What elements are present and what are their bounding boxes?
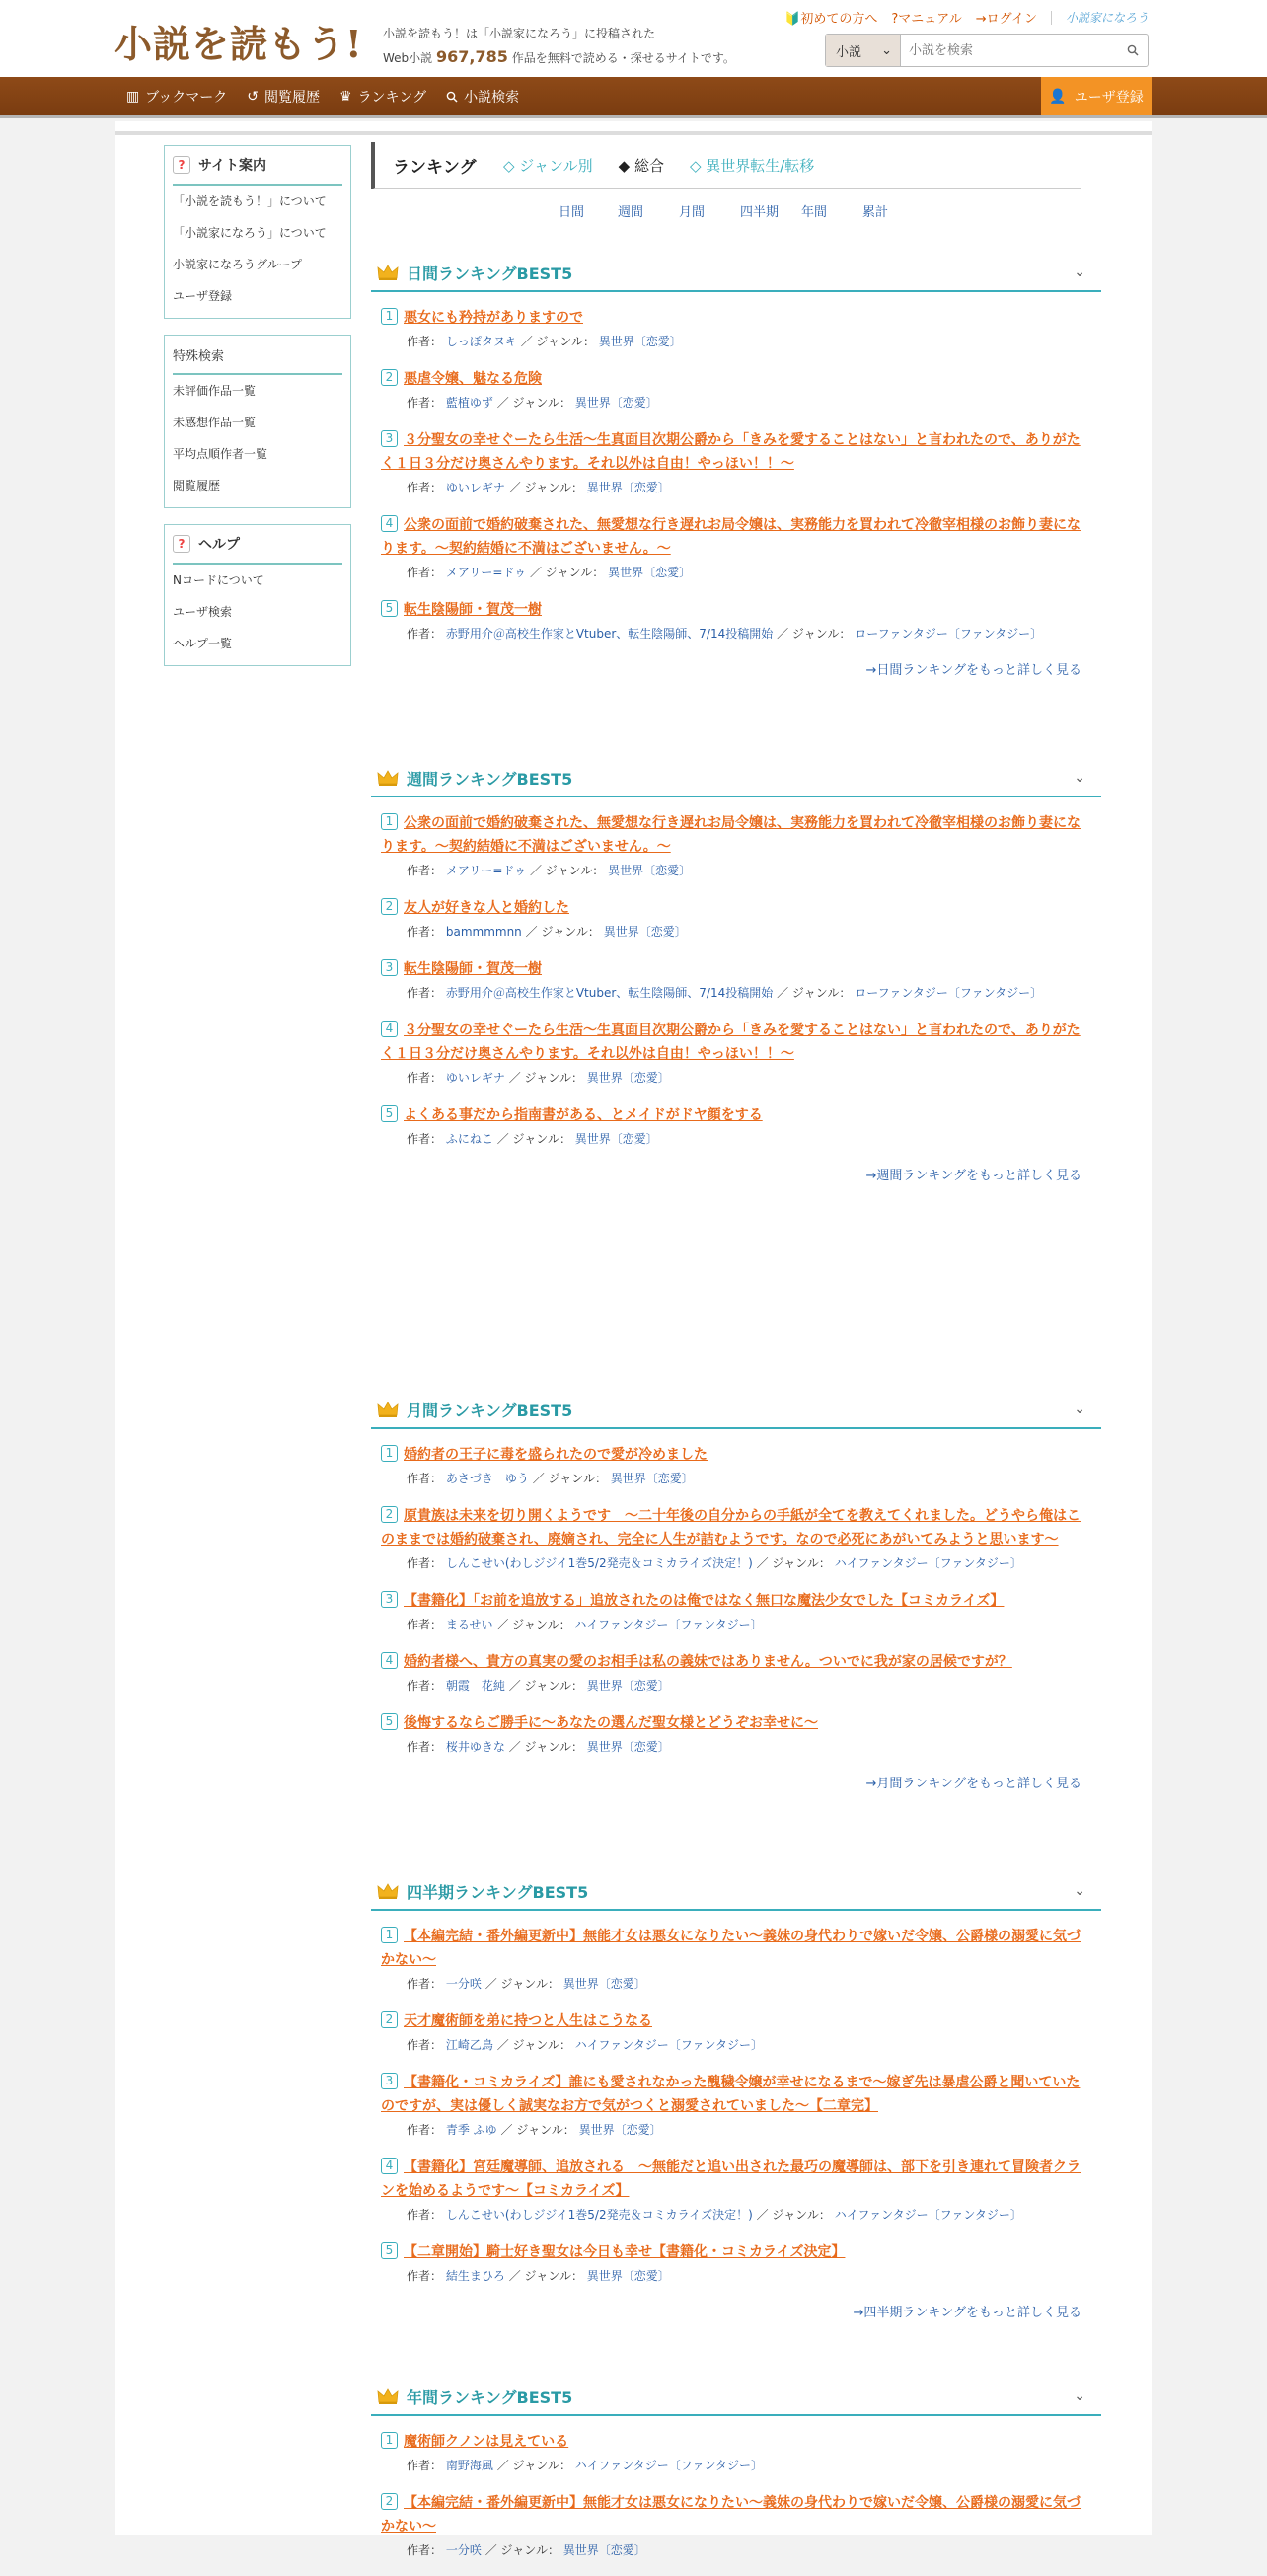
period-links xyxy=(559,201,924,220)
novel-meta xyxy=(381,2266,1089,2286)
rank-number: 3 xyxy=(381,2073,398,2089)
genre-link[interactable]: 異世界〔恋愛〕 xyxy=(574,396,658,410)
sidebar-guide-heading: ? サイト案内 xyxy=(173,146,342,186)
author-link[interactable]: 南野海風 xyxy=(445,2459,493,2472)
work-count: 967,785 xyxy=(436,47,508,66)
genre-label: ／ ジャンル： xyxy=(529,864,605,877)
novel-meta xyxy=(381,1974,1089,1994)
rank-number: 5 xyxy=(381,1713,398,1730)
novel-meta xyxy=(381,478,1089,497)
ranking-section xyxy=(371,2379,1101,2576)
ranking-list xyxy=(371,2416,1101,2560)
genre-label: ／ ジャンル： xyxy=(777,986,852,1000)
period-cumulative[interactable]: 累計 xyxy=(862,205,889,220)
list-item xyxy=(371,1589,1101,1634)
more-ranking-link[interactable]: →四半期ランキングをもっと詳しく見る xyxy=(853,2306,1081,2320)
search-icon xyxy=(446,91,458,103)
period-weekly[interactable]: 週間 xyxy=(618,205,644,220)
genre-link[interactable]: 異世界〔恋愛〕 xyxy=(562,2543,646,2557)
list-item xyxy=(371,367,1101,413)
genre-label: ／ ジャンル： xyxy=(500,2123,575,2137)
more-ranking-link[interactable]: →月間ランキングをもっと詳しく見る xyxy=(865,1777,1081,1791)
author-label: 作者： xyxy=(407,627,443,641)
list-item xyxy=(371,2430,1101,2475)
novel-title-link[interactable] xyxy=(381,2156,1089,2203)
novel-meta xyxy=(381,922,1089,942)
genre-label: ／ ジャンル： xyxy=(496,2038,571,2052)
list-item xyxy=(371,1504,1101,1573)
genre-label: ／ ジャンル： xyxy=(496,2459,571,2472)
novel-title[interactable]: よくある事だから指南書がある、とメイドがドヤ顔をする xyxy=(404,1107,763,1123)
novel-meta xyxy=(381,2540,1089,2560)
novel-title[interactable]: 友人が好きな人と婚約した xyxy=(404,900,569,916)
novel-title[interactable]: ３分聖女の幸せぐーたら生活〜生真面目次期公爵から「きみを愛することはない」と言われたので、ありがたく１日３分だけ奥さんやります。それ以外は自由！やっほい！！〜 xyxy=(381,432,1081,472)
top-links xyxy=(784,8,1149,27)
sidebar-help xyxy=(164,524,351,666)
ranking-tabs xyxy=(371,142,1081,189)
genre-link[interactable]: 異世界〔恋愛〕 xyxy=(586,1740,670,1754)
link-first-time[interactable]: 🔰初めての方へ xyxy=(784,12,878,27)
novel-title[interactable]: 転生陰陽師・賀茂一樹 xyxy=(404,602,542,618)
novel-title[interactable]: 悪虐令嬢、魅なる危険 xyxy=(404,371,542,387)
rank-number: 5 xyxy=(381,600,398,617)
novel-title-link[interactable] xyxy=(381,1650,1089,1674)
rank-number: 5 xyxy=(381,1105,398,1122)
section-header[interactable] xyxy=(371,1873,1101,1911)
genre-label: ／ ジャンル： xyxy=(508,1071,583,1085)
genre-link[interactable]: ハイファンタジー〔ファンタジー〕 xyxy=(574,1618,763,1631)
chevron-down-icon[interactable]: ⌄ xyxy=(1074,1883,1085,1899)
genre-label: ／ ジャンル： xyxy=(484,1977,559,1991)
author-link[interactable]: 藍植ゆず xyxy=(445,396,493,410)
genre-label: ／ ジャンル： xyxy=(532,1472,607,1485)
list-item xyxy=(371,513,1101,582)
author-label: 作者： xyxy=(407,2123,443,2137)
author-label: 作者： xyxy=(407,1679,443,1693)
rank-number: 2 xyxy=(381,898,398,915)
sidebar-item-about-narou[interactable]: 「小説家になろう」について xyxy=(173,226,327,240)
author-label: 作者： xyxy=(407,2459,443,2472)
main-nav xyxy=(0,77,1267,118)
sidebar-special xyxy=(164,335,351,508)
novel-title-link[interactable] xyxy=(381,367,1089,391)
ranking-section xyxy=(371,1392,1101,1791)
genre-link[interactable]: 異世界〔恋愛〕 xyxy=(610,1472,694,1485)
author-link[interactable]: メアリー=ドゥ xyxy=(445,566,527,579)
section-title: 日間ランキングBEST5 xyxy=(407,264,573,283)
sidebar-special-heading: 特殊検索 xyxy=(173,336,342,375)
period-yearly[interactable]: 年間 xyxy=(801,205,828,220)
author-link[interactable]: 赤野用介＠高校生作家とVtuber、転生陰陽師、7/14投稿開始 xyxy=(445,627,774,641)
novel-title-link[interactable] xyxy=(381,2491,1089,2538)
novel-title-link[interactable] xyxy=(381,896,1089,920)
list-item xyxy=(371,1711,1101,1757)
rank-number: 4 xyxy=(381,1021,398,1037)
ranking-section xyxy=(371,1873,1101,2320)
chevron-down-icon[interactable]: ⌄ xyxy=(1074,770,1085,786)
tagline-suffix: 作品を無料で読める・探せるサイトです。 xyxy=(511,51,735,65)
novel-title[interactable]: 悪女にも矜持がありますので xyxy=(404,310,583,326)
chevron-down-icon[interactable]: ⌄ xyxy=(1074,1402,1085,1417)
ranking-list xyxy=(371,1429,1101,1757)
more-ranking-link[interactable]: →週間ランキングをもっと詳しく見る xyxy=(865,1169,1081,1183)
rank-number: 1 xyxy=(381,308,398,325)
sidebar-item-history[interactable]: 閲覧履歴 xyxy=(173,479,221,492)
ranking-list xyxy=(371,1911,1101,2286)
novel-meta xyxy=(381,393,1089,413)
site-tagline xyxy=(383,22,735,70)
list-item xyxy=(371,1019,1101,1088)
author-label: 作者： xyxy=(407,2208,443,2222)
genre-link[interactable]: ローファンタジー〔ファンタジー〕 xyxy=(855,627,1043,641)
genre-link[interactable]: 異世界〔恋愛〕 xyxy=(578,2123,662,2137)
novel-meta xyxy=(381,563,1089,582)
list-item xyxy=(371,1443,1101,1488)
novel-meta xyxy=(381,2035,1089,2055)
rank-number: 3 xyxy=(381,1591,398,1608)
sidebar-item-user-search[interactable]: ユーザ検索 xyxy=(173,605,233,619)
rank-number: 2 xyxy=(381,1506,398,1523)
novel-title-link[interactable] xyxy=(381,1019,1089,1066)
author-label: 作者： xyxy=(407,2038,443,2052)
genre-label: ／ ジャンル： xyxy=(508,1740,583,1754)
ranking-section xyxy=(371,760,1101,1183)
genre-label: ／ ジャンル： xyxy=(777,627,852,641)
novel-title-link[interactable] xyxy=(381,1589,1089,1613)
novel-title[interactable]: 【本編完結・番外編更新中】無能才女は悪女になりたい～義妹の身代わりで嫁いだ令嬢、公爵様の溺愛に気づかない～ xyxy=(381,2495,1081,2535)
novel-meta xyxy=(381,624,1089,644)
sidebar-item-help-list[interactable]: ヘルプ一覧 xyxy=(173,637,233,650)
author-link[interactable]: 一分咲 xyxy=(445,1977,482,1991)
site-logo[interactable]: 小説を読もう! xyxy=(114,22,363,66)
genre-link[interactable]: 異世界〔恋愛〕 xyxy=(586,1679,670,1693)
author-link[interactable]: しっぽタヌキ xyxy=(445,335,517,348)
novel-title[interactable]: 【書籍化】「お前を追放する」追放されたのは俺ではなく無口な魔法少女でした【コミカライズ】 xyxy=(404,1593,1005,1609)
genre-label: ／ ジャンル： xyxy=(496,1618,571,1631)
page-title: ランキング xyxy=(393,157,477,178)
novel-title-link[interactable] xyxy=(381,598,1089,622)
novel-title-link[interactable] xyxy=(381,957,1089,981)
genre-label: ／ ジャンル： xyxy=(496,1132,571,1146)
author-link[interactable]: 青季 ふゆ xyxy=(445,2123,497,2137)
novel-title[interactable]: 【二章開始】騎士好き聖女は今日も幸せ【書籍化・コミカライズ決定】 xyxy=(404,2244,846,2260)
search-button[interactable] xyxy=(1118,35,1148,66)
novel-meta xyxy=(381,2120,1089,2140)
novel-title-link[interactable] xyxy=(381,1925,1089,1972)
novel-title[interactable]: 天才魔術師を弟に持つと人生はこうなる xyxy=(404,2013,652,2029)
list-item xyxy=(371,896,1101,942)
rank-number: 1 xyxy=(381,2432,398,2449)
author-link[interactable]: 桜井ゆきな xyxy=(445,1740,505,1754)
rank-number: 1 xyxy=(381,1445,398,1462)
sidebar-item-noreview[interactable]: 未感想作品一覧 xyxy=(173,416,257,429)
novel-meta xyxy=(381,2205,1089,2225)
genre-link[interactable]: 異世界〔恋愛〕 xyxy=(598,335,682,348)
list-item xyxy=(371,1925,1101,1994)
novel-title-link[interactable] xyxy=(381,306,1089,330)
link-login[interactable]: →ログイン xyxy=(975,12,1037,27)
question-icon: ? xyxy=(173,535,190,553)
genre-link[interactable]: 異世界〔恋愛〕 xyxy=(574,1132,658,1146)
author-label: 作者： xyxy=(407,2269,443,2283)
genre-link[interactable]: ハイファンタジー〔ファンタジー〕 xyxy=(834,1556,1022,1570)
novel-title[interactable]: 【書籍化・コミカライズ】誰にも愛されなかった醜穢令嬢が幸せになるまで〜嫁ぎ先は暴虐公爵と聞いていたのですが、実は優しく誠実なお方で気がつくと溺愛されていました〜【二章完】 xyxy=(381,2075,1081,2114)
section-header[interactable] xyxy=(371,255,1101,292)
sidebar-item-group[interactable]: 小説家になろうグループ xyxy=(173,258,303,271)
novel-title-link[interactable] xyxy=(381,1504,1089,1552)
genre-label: ／ ジャンル： xyxy=(756,1556,831,1570)
section-header[interactable] xyxy=(371,2379,1101,2416)
novel-meta xyxy=(381,1737,1089,1757)
novel-title-link[interactable] xyxy=(381,2071,1089,2118)
user-icon: 👤 xyxy=(1049,88,1067,105)
chevron-down-icon: ⌄ xyxy=(881,42,892,58)
novel-meta xyxy=(381,1068,1089,1088)
rank-number: 1 xyxy=(381,1927,398,1943)
author-label: 作者： xyxy=(407,986,443,1000)
genre-link[interactable]: 異世界〔恋愛〕 xyxy=(603,925,687,939)
author-link[interactable]: メアリー=ドゥ xyxy=(445,864,527,877)
novel-title[interactable]: 公衆の面前で婚約破棄された、無愛想な行き遅れお局令嬢は、実務能力を買われて冷徹宰相様のお飾り妻になります。〜契約結婚に不満はございません。〜 xyxy=(381,517,1081,557)
ranking-section xyxy=(371,255,1101,678)
genre-label: ／ ジャンル： xyxy=(520,335,595,348)
list-item xyxy=(371,957,1101,1003)
novel-title-link[interactable] xyxy=(381,2240,1089,2264)
author-label: 作者： xyxy=(407,481,443,494)
author-label: 作者： xyxy=(407,396,443,410)
rank-number: 2 xyxy=(381,2493,398,2510)
sidebar-item-unrated[interactable]: 未評価作品一覧 xyxy=(173,384,257,398)
author-label: 作者： xyxy=(407,925,443,939)
section-title: 月間ランキングBEST5 xyxy=(407,1401,573,1420)
author-link[interactable]: bammmmnn xyxy=(445,925,522,939)
genre-link[interactable]: ローファンタジー〔ファンタジー〕 xyxy=(855,986,1043,1000)
author-label: 作者： xyxy=(407,1977,443,1991)
novel-title[interactable]: 転生陰陽師・賀茂一樹 xyxy=(404,961,542,977)
rank-number: 2 xyxy=(381,2011,398,2028)
genre-link[interactable]: ハイファンタジー〔ファンタジー〕 xyxy=(574,2038,763,2052)
list-item xyxy=(371,811,1101,880)
chevron-down-icon[interactable]: ⌄ xyxy=(1074,265,1085,280)
list-item xyxy=(371,598,1101,644)
search-box xyxy=(825,34,1149,67)
crown-icon xyxy=(377,264,399,281)
novel-meta xyxy=(381,2456,1089,2475)
question-icon: ? xyxy=(173,156,190,174)
brand-link[interactable]: 小説家になろう xyxy=(1065,11,1149,25)
section-title: 年間ランキングBEST5 xyxy=(407,2387,573,2407)
author-label: 作者： xyxy=(407,1472,443,1485)
ranking-list xyxy=(371,797,1101,1149)
genre-label: ／ ジャンル： xyxy=(508,2269,583,2283)
genre-link[interactable]: 異世界〔恋愛〕 xyxy=(586,2269,670,2283)
sidebar-guide xyxy=(164,145,351,319)
section-header[interactable] xyxy=(371,1392,1101,1429)
novel-meta xyxy=(381,332,1089,351)
search-icon xyxy=(1127,44,1139,56)
nav-ranking[interactable]: ♛ ランキング xyxy=(339,88,427,106)
novel-title[interactable]: 原貴族は未来を切り開くようです 〜二十年後の自分からの手紙が全てを教えてくれました。どうやら俺はこのままでは婚約破棄され、廃嫡され、完全に人生が詰むようです。なので必死にあがいてみようと思います〜 xyxy=(381,1508,1081,1548)
author-link[interactable]: あさづき ゆう xyxy=(445,1472,529,1485)
sidebar-item-avg-author[interactable]: 平均点順作者一覧 xyxy=(173,447,268,461)
novel-meta xyxy=(381,1676,1089,1696)
list-item xyxy=(371,428,1101,497)
genre-link[interactable]: ハイファンタジー〔ファンタジー〕 xyxy=(834,2208,1022,2222)
novel-meta xyxy=(381,1553,1089,1573)
author-label: 作者： xyxy=(407,566,443,579)
list-item xyxy=(371,1103,1101,1149)
genre-label: ／ ジャンル： xyxy=(484,2543,559,2557)
novel-title-link[interactable] xyxy=(381,811,1089,859)
crown-icon xyxy=(377,1882,399,1900)
genre-link[interactable]: 異世界〔恋愛〕 xyxy=(608,566,692,579)
genre-label: ／ ジャンル： xyxy=(756,2208,831,2222)
genre-label: ／ ジャンル： xyxy=(508,1679,583,1693)
novel-meta xyxy=(381,1469,1089,1488)
genre-label: ／ ジャンル： xyxy=(496,396,571,410)
author-label: 作者： xyxy=(407,2543,443,2557)
tagline-prefix: Web小説 xyxy=(383,51,433,65)
author-label: 作者： xyxy=(407,1071,443,1085)
tab-genre[interactable]: ◇ ジャンル別 xyxy=(503,156,593,175)
rank-number: 3 xyxy=(381,430,398,447)
novel-title[interactable]: ３分聖女の幸せぐーたら生活〜生真面目次期公爵から「きみを愛することはない」と言われたので、ありがたく１日３分だけ奥さんやります。それ以外は自由！やっほい！！〜 xyxy=(381,1023,1081,1062)
author-label: 作者： xyxy=(407,864,443,877)
author-label: 作者： xyxy=(407,1740,443,1754)
divider xyxy=(1051,11,1052,25)
novel-meta xyxy=(381,1615,1089,1634)
chevron-down-icon[interactable]: ⌄ xyxy=(1074,2388,1085,2404)
author-link[interactable]: 赤野用介＠高校生作家とVtuber、転生陰陽師、7/14投稿開始 xyxy=(445,986,774,1000)
novel-title[interactable]: 婚約者の王子に毒を盛られたので愛が冷めました xyxy=(404,1447,708,1463)
novel-meta xyxy=(381,983,1089,1003)
rank-number: 1 xyxy=(381,813,398,830)
list-item xyxy=(371,306,1101,351)
tagline-line1: 小説を読もう！は「小説家になろう」に投稿された xyxy=(383,27,656,40)
novel-title-link[interactable] xyxy=(381,428,1089,476)
novel-title-link[interactable] xyxy=(381,1443,1089,1467)
search-input[interactable] xyxy=(901,35,1118,66)
novel-title-link[interactable] xyxy=(381,1711,1089,1735)
author-link[interactable]: しんこせい(わしジジイ1巻5/2発売＆コミカライズ決定！) xyxy=(445,2208,753,2222)
section-title: 四半期ランキングBEST5 xyxy=(407,1882,589,1902)
list-item xyxy=(371,2009,1101,2055)
list-item xyxy=(371,2491,1101,2560)
tab-overall[interactable]: ◆ 総合 xyxy=(618,156,664,175)
author-link[interactable]: 朝霞 花純 xyxy=(445,1679,505,1693)
genre-label: ／ ジャンル： xyxy=(508,481,583,494)
crown-icon: ♛ xyxy=(339,88,352,105)
genre-link[interactable]: ハイファンタジー〔ファンタジー〕 xyxy=(574,2459,763,2472)
author-label: 作者： xyxy=(407,1618,443,1631)
nav-history[interactable]: ↺ 閲覧履歴 xyxy=(247,88,320,106)
author-link[interactable]: 江崎乙鳥 xyxy=(445,2038,493,2052)
frame-divider xyxy=(115,131,1152,135)
crown-icon xyxy=(377,769,399,787)
genre-label: ／ ジャンル： xyxy=(529,566,605,579)
novel-title-link[interactable] xyxy=(381,2009,1089,2033)
list-item xyxy=(371,1650,1101,1696)
period-quarterly[interactable]: 四半期 xyxy=(740,205,780,220)
nav-search[interactable]: 小説検索 xyxy=(446,87,519,107)
genre-link[interactable]: 異世界〔恋愛〕 xyxy=(562,1977,646,1991)
novel-title-link[interactable] xyxy=(381,2430,1089,2454)
search-type-select[interactable]: 小説 ⌄ xyxy=(826,35,901,66)
author-link[interactable]: 結生まひろ xyxy=(445,2269,505,2283)
crown-icon xyxy=(377,2387,399,2405)
genre-link[interactable]: 異世界〔恋愛〕 xyxy=(608,864,692,877)
rank-number: 3 xyxy=(381,959,398,976)
tagline-line2 xyxy=(383,45,735,70)
register-button[interactable]: 👤 ユーザ登録 xyxy=(1041,77,1152,115)
more-ranking-link[interactable]: →日間ランキングをもっと詳しく見る xyxy=(865,663,1081,678)
list-item xyxy=(371,2156,1101,2225)
period-monthly[interactable]: 月間 xyxy=(679,205,706,220)
author-label: 作者： xyxy=(407,1132,443,1146)
sidebar-help-heading: ? ヘルプ xyxy=(173,525,342,565)
rank-number: 4 xyxy=(381,515,398,532)
author-link[interactable]: ゆいレギナ xyxy=(445,481,505,494)
rank-number: 4 xyxy=(381,1652,398,1669)
novel-title-link[interactable] xyxy=(381,513,1089,561)
author-link[interactable]: しんこせい(わしジジイ1巻5/2発売＆コミカライズ決定！) xyxy=(445,1556,753,1570)
author-link[interactable]: ゆいレギナ xyxy=(445,1071,505,1085)
genre-label: ／ ジャンル： xyxy=(525,925,600,939)
novel-meta xyxy=(381,861,1089,880)
period-daily[interactable]: 日間 xyxy=(559,205,585,220)
novel-title[interactable]: 婚約者様へ、貴方の真実の愛のお相手は私の義妹ではありません。ついでに我が家の居候ですが？ xyxy=(404,1654,1012,1670)
sidebar-item-about-yomou[interactable]: 「小説を読もう！」について xyxy=(173,194,327,208)
author-link[interactable]: ふにねこ xyxy=(445,1132,493,1146)
author-link[interactable]: 一分咲 xyxy=(445,2543,482,2557)
list-item xyxy=(371,2240,1101,2286)
link-manual[interactable]: ?マニュアル xyxy=(891,12,962,27)
rank-number: 2 xyxy=(381,369,398,386)
novel-title-link[interactable] xyxy=(381,1103,1089,1127)
history-icon: ↺ xyxy=(247,88,259,105)
tab-isekai[interactable]: ◇ 異世界転生/転移 xyxy=(689,156,815,175)
author-label: 作者： xyxy=(407,1556,443,1570)
novel-title[interactable]: 公衆の面前で婚約破棄された、無愛想な行き遅れお局令嬢は、実務能力を買われて冷徹宰相様のお飾り妻になります。〜契約結婚に不満はございません。〜 xyxy=(381,815,1081,855)
list-item xyxy=(371,2071,1101,2140)
section-title: 週間ランキングBEST5 xyxy=(407,769,573,789)
novel-title[interactable]: 後悔するならご勝手に～あなたの選んだ聖女様とどうぞお幸せに～ xyxy=(404,1715,818,1731)
novel-title[interactable]: 【書籍化】宮廷魔導師、追放される 〜無能だと追い出された最巧の魔導師は、部下を引き連れて冒険者クランを始めるようです〜【コミカライズ】 xyxy=(381,2159,1081,2199)
site-header xyxy=(0,0,1267,77)
novel-title[interactable]: 魔術師クノンは見えている xyxy=(404,2434,569,2450)
bookmark-icon: ▥ xyxy=(126,88,140,105)
author-label: 作者： xyxy=(407,335,443,348)
sidebar-item-register[interactable]: ユーザ登録 xyxy=(173,289,233,303)
genre-link[interactable]: 異世界〔恋愛〕 xyxy=(586,1071,670,1085)
genre-link[interactable]: 異世界〔恋愛〕 xyxy=(586,481,670,494)
novel-meta xyxy=(381,1129,1089,1149)
rank-number: 4 xyxy=(381,2158,398,2174)
section-header[interactable] xyxy=(371,760,1101,797)
rank-number: 5 xyxy=(381,2242,398,2259)
sidebar-item-ncode[interactable]: Nコードについて xyxy=(173,573,264,587)
novel-title[interactable]: 【本編完結・番外編更新中】無能才女は悪女になりたい～義妹の身代わりで嫁いだ令嬢、公爵様の溺愛に気づかない～ xyxy=(381,1929,1081,1968)
author-link[interactable]: まるせい xyxy=(445,1618,493,1631)
nav-bookmark[interactable]: ▥ ブックマーク xyxy=(126,88,228,106)
crown-icon xyxy=(377,1401,399,1418)
ranking-list xyxy=(371,292,1101,644)
